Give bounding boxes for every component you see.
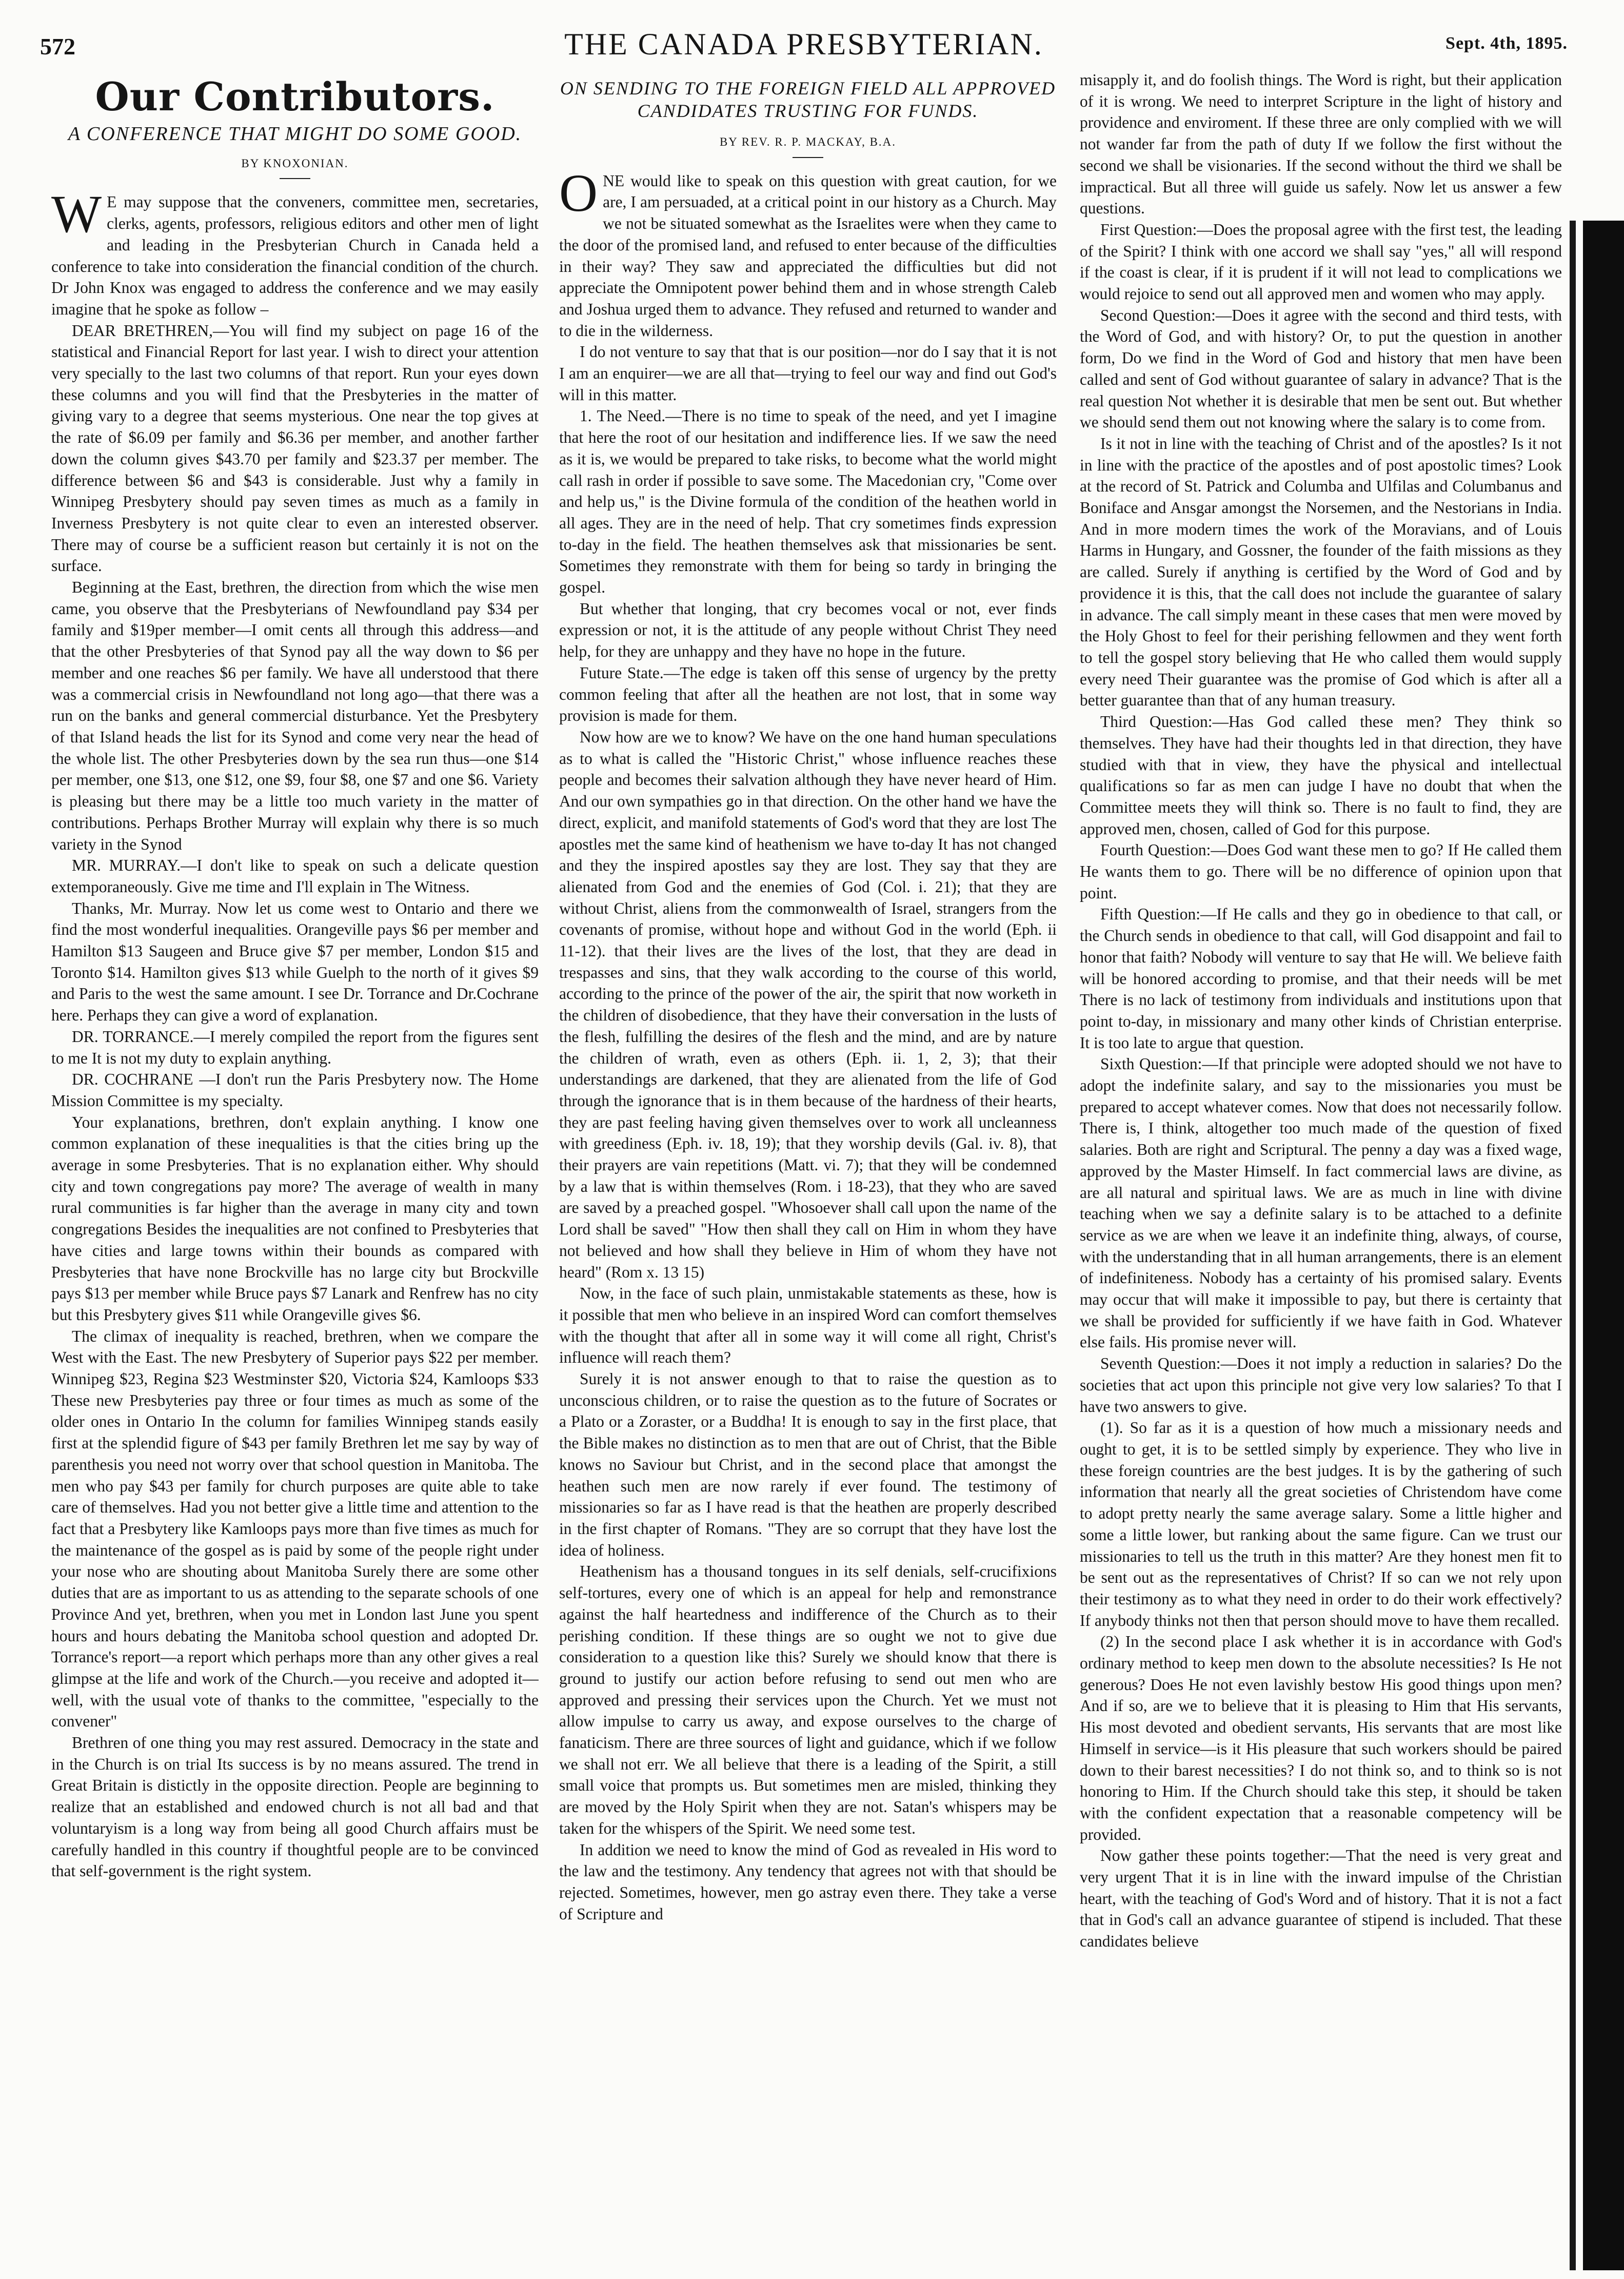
paragraph: 1. The Need.—There is no time to speak of the need, and yet I imagine that here the root of our hesitation and indifference lies. If we saw the need as it is, we would be prepared to take risks, to become what the world might call rash in order if possible to save some. The Macedonian cry, "Come over and help us," is the Divine formula of the condition of the heathen world in all ages. They are in the need of help. That cry sometimes finds expression to-day in the field. The heathen themselves ask that missionaries be sent. Sometimes they remonstrate with them for being so tardy in bringing the gospel.: [559, 407, 1057, 597]
drop-cap: W: [51, 185, 102, 244]
binding-edge: [1570, 221, 1576, 2270]
paragraph: Heathenism has a thousand tongues in its self denials, self-crucifixions self-tortures, every one of which is an appeal for help and remonstrance against the half heartedness and indifference of the Church as to their perishing condition. If these things are so ought we not to give due consideration to a question like this? Surely we should know that there is ground to justify our action before refusing to send out men who are approved and pressing their services upon the Church. Yet we must not allow impulse to carry us away, and expose ourselves to the charge of fanaticism. There are three sources of light and guidance, which if we follow we shall not err. We all believe that there is a leading of the Spirit, a still small voice that prompts us. But sometimes men are misled, thinking they are moved by the Holy Spirit when they are not. Satan's whispers may be taken for the whispers of the Spirit. We need some test.: [559, 1562, 1057, 1837]
byline-knoxonian: BY KNOXONIAN.: [241, 156, 349, 170]
paragraph: Brethren of one thing you may rest assured. Democracy in the state and in the Church is on trial Its success is by no means assured. The trend in Great Britain is distictly in the opposite direction. People are beginning to realize that an established and endowed church is not all bad and that voluntaryism is a long way from being all good Church affairs must be carefully handled in this country if thoughtful people are to be convinced that self-government is the right system.: [51, 1734, 539, 1880]
paragraph: misapply it, and do foolish things. The Word is right, but their application of it is wrong. We need to interpret Scripture in the light of history and providence and enviroment. If these three are only complied with we will not wander far from the path of duty If we follow the first without the second we shall be visionaries. If the second without the third we shall be impractical. But all three will guide us safely. Now let us answer a few questions.: [1080, 71, 1562, 218]
paragraph: The climax of inequality is reached, brethren, when we compare the West with the East. The new Presbytery of Superior pays $22 per member. Winnipeg $23, Regina $23 Westminster $20, Victoria $24, Kamloops $33 These new Presbyteries pay three or four times as much as some of the older ones in Ontario In the column for families Winnipeg stands easily first at the splendid figure of $43 per family Brethren let me say by way of parenthesis you need not worry over that school question in Manitoba. The men who pay $43 per family for church purposes are quite able to take care of themselves. Had you not better give a little time and attention to the fact that a Presbytery like Kamloops pays more than five times as much for the maintenance of the gospel as is paid by some of the people right under your nose who are shouting about Manitoba Surely there are some other duties that are as important to us as attending to the separate schools of one Province And yet, brethren, when you met in London last June you spent hours and hours debating the Manitoba school question and adopted Dr. Torrance's report—a report which perhaps more than any other gives a real glimpse at the life and work of the Church.—you receive and adopted it—well, with the usual vote of thanks to the committee, "especially to the convener": [51, 1327, 539, 1731]
byline-mackay: BY REV. R. P. MACKAY, B.A.: [719, 135, 897, 148]
masthead-title: THE CANADA PRESBYTERIAN.: [564, 27, 1043, 61]
divider: [280, 178, 310, 179]
paragraph: Seventh Question:—Does it not imply a reduction in salaries? Do the societies that act upon this principle not give very low salaries? To that I have two answers to give.: [1080, 1354, 1562, 1416]
paragraph: But whether that longing, that cry becomes vocal or not, ever finds expression or not, it is the attitude of any people without Christ They need help, for they are unhappy and they have no hope in the future.: [559, 599, 1057, 661]
paragraph: Surely it is not answer enough to that to raise the question as to unconscious children, or to raise the question as to the future of Socrates or a Plato or a Zoraster, or a Buddha! It is enough to say in the first place, that the Bible makes no distinction as to men that are out of Christ, that the Bible knows no Saviour but Christ, and in the second place that amongst the heathen such men are now rarely if ever found. The testimony of missionaries so far as I have read is that the heathen are properly described in the first chapter of Romans. "They are so corrupt that they have lost the idea of holiness.: [559, 1370, 1057, 1559]
paragraph: Now, in the face of such plain, unmistakable statements as these, how is it possible that men who believe in an inspired Word can comfort themselves with the thought that after all in some way it will come all right, Christ's influence will reach them?: [559, 1284, 1057, 1367]
paragraph: Now gather these points together:—That the need is very great and very urgent That it is in line with the inward impulse of the Christian heart, with the teaching of God's Word and of history. That it is not a fact that in God's call an advance guarantee of stipend is included. That these candidates believe: [1080, 1846, 1562, 1951]
paragraph: (1). So far as it is a question of how much a missionary needs and ought to get, it is to be settled simply by experience. They who live in these foreign countries are the best judges. It is by the gathering of such information that nearly all the great societies of Christendom have come to adopt pretty nearly the same average salary. Some a little higher and some a little lower, but ranking about the same figure. Can we trust our missionaries to tell us the truth in this matter? Are they honest men fit to be sent out as the representatives of Christ? If so can we not rely upon their testimony as to what they need in order to do their work effectively? If anybody thinks not then that person should move to have them recalled.: [1080, 1419, 1562, 1629]
column-1: [51, 77, 539, 2211]
paragraph: Now how are we to know? We have on the one hand human speculations as to what is called the "Historic Christ," whose influence reaches these people and becomes their salvation although they have never heard of Him. And our own sympathies go in that direction. On the other hand we have the direct, explicit, and manifold statements of God's word that they are lost The apostles met the same kind of heathenism we have to-day It has not changed and they the inspired apostles say they are lost. They say that they are alienated from God and the enemies of God (Col. i. 21); that they are without Christ, aliens from the commonwealth of Israel, strangers from the covenants of promise, without hope and without God in the world (Eph. ii 11-12). that their lives are the lives of the lost, that they are dead in trespasses and sins, that they walk according to the course of this world, according to the prince of the power of the air, the spirit that now worketh in the children of disobedience, that they have their conversation in the lusts of the flesh, fulfilling the desires of the flesh and the mind, and are by nature the children of wrath, even as others (Eph. ii. 1, 2, 3); that their understandings are darkened, that they are alienated from the life of God through the ignorance that is in them because of the hardness of their hearts, they are past feeling having given themselves over to work all uncleanness with greediness (Eph. iv. 18, 19); that they worship devils (Gal. iv. 8), that their prayers are vain repetitions (Matt. vi. 7); that they will be condemned by a law that is within themselves (Rom. i 18-23), that they who are saved are saved by a preached gospel. "Whosoever shall call upon the name of the Lord shall be saved" "How then shall they call on Him in whom they have not believed and how shall they believe in Him of whom they have not heard" (Rom x. 13 15): [559, 728, 1057, 1281]
paragraph: Your explanations, brethren, don't explain anything. I know one common explanation of these inequalities is that the cities bring up the average in some Presbyteries. That is no explanation either. Why should city and town congregations pay more? The average of wealth in many rural communities is far higher than the average in many city and town congregations Besides the inequalities are not confined to Presbyteries that have cities and large towns within their bounds as compared with Presbyteries that have none Brockville has no large city but Brockville pays $13 per member while Bruce pays $7 Lanark and Renfrew has no city but this Presbytery gives $11 while Orangeville gives $6.: [51, 1113, 539, 1324]
paragraph: Sixth Question:—If that principle were adopted should we not have to adopt the indefinite salary, and say to the missionaries you must be prepared to accept whatever comes. Now that does not necessarily follow. There is, I think, altogether too much made of the question of fixed salaries. Both are right and Scriptural. The penny a day was a fixed wage, approved by the Master Himself. In fact commercial laws are divine, as are all natural and spiritual laws. We are as much in line with divine teaching when we say a definite salary is to be attached to a definite service as we are when we leave it an indefinite thing, always, of course, with the understanding that in all human arrangements, there is an element of indefiniteness. Nobody has a certainty of his promised salary. Events may occur that will make it impossible to pay, but there is certainty that we shall be provided for sufficiently if we have faith in God. Whatever else fails. His promise never will.: [1080, 1055, 1562, 1351]
paragraph: DR. TORRANCE.—I merely compiled the report from the figures sent to me It is not my duty to explain anything.: [51, 1027, 539, 1067]
paragraph: Is it not in line with the teaching of Christ and of the apostles? Is it not in line with the practice of the apostles and of post apostolic times? Look at the record of St. Patrick and Columba and Ulfilas and Columbanus and Boniface and Ansgar amongst the Norsemen, and the Nestorians in India. And in more modern times the work of the Moravians, and of Louis Harms in Hungary, and Gossner, the founder of the faith missions as they are called. Surely if anything is certified by the Word of God and by providence it is this, that the call does not include the guarantee of salary in advance. The call simply meant in these cases that men were moved by the Holy Ghost to feel for their perishing fellowmen and they went forth to tell the gospel story believing that He who called them would supply every need Their guarantee was the promise of God which is after all a better guarantee than that of any human treasury.: [1080, 434, 1562, 710]
paragraph: MR. MURRAY.—I don't like to speak on such a delicate question extemporaneously. Give me time and I'll explain in The Witness.: [51, 856, 539, 896]
paragraph: I do not venture to say that that is our position—nor do I say that it is not I am an enquirer—we are all that—trying to feel our way and find out God's will in this matter.: [559, 343, 1057, 404]
paragraph: Third Question:—Has God called these men? They think so themselves. They have had their thoughts led in that direction, they have studied with that in view, they have the physical and intellectual qualifications so far as men can judge I have no doubt that when the Committee meets they will think so. There is no fault to find, they are approved men, chosen, called of God for this purpose.: [1080, 713, 1562, 838]
issue-date: Sept. 4th, 1895.: [1445, 34, 1568, 53]
column-2: [559, 77, 1057, 2252]
paragraph: DR. COCHRANE —I don't run the Paris Presbytery now. The Home Mission Committee is my specialty.: [51, 1070, 539, 1110]
article-title-foreign-field: ON SENDING TO THE FOREIGN FIELD ALL APPROVED CANDIDATES TRUSTING FOR FUNDS.: [560, 78, 1056, 121]
paragraph: Thanks, Mr. Murray. Now let us come west to Ontario and there we find the most wonderful inequalities. Orangeville pays $6 per member and Hamilton $13 Saugeen and Bruce give $7 per member, London $15 and Toronto $14. Hamilton gives $13 while Guelph to the north of it gives $9 and Paris to the west the same amount. I see Dr. Torrance and Dr.Cochrane here. Perhaps they can give a word of explanation.: [51, 899, 539, 1025]
column-3: [1080, 69, 1562, 2245]
paragraph: First Question:—Does the proposal agree with the first test, the leading of the Spirit? I think with one accord we shall say "yes," all will respond if the coast is clear, if it is prudent if it will not lead to complications we would rejoice to send out all approved men and women who may apply.: [1080, 220, 1562, 303]
paragraph: W E may suppose that the conveners, committee men, secretaries, clerks, agents, professors, religious editors and other men of light and leading in the Presbyterian Church in Canada held a conference to take into consideration the financial condition of the church. Dr John Knox was engaged to address the conference and we may easily imagine that he spoke as follow –: [51, 185, 539, 318]
paragraph: (2) In the second place I ask whether it is in accordance with God's ordinary method to keep men down to the absolute necessities? Is He not generous? Does He not even lavishly bestow His good things upon men? And if so, are we to believe that it is pleasing to Him that His servants, His most devoted and obedient servants, His servants that are most like Himself in service—is it His pleasure that such workers should be paired down to their barest necessities? I do not think so, and to think so is not honoring to Him. If the Church should take this step, it should be taken with the confident expectation that a reasonable competency will be provided.: [1080, 1633, 1562, 1843]
page-number: 572: [40, 33, 75, 60]
paragraph: Second Question:—Does it agree with the second and third tests, with the Word of God, and with history? Or, to put the question in another form, Do we find in the Word of God and history that men have been called and sent of God without guarantee of salary in advance? That is the real question Not whether it is desirable that men be sent out. But whether we should send them out not knowing where the salary is to come from.: [1080, 306, 1562, 431]
page-header: [40, 23, 1568, 74]
paragraph: Future State.—The edge is taken off this sense of urgency by the pretty common feeling that after all the heathen are not lost, that in some way provision is made for them.: [559, 663, 1057, 725]
paragraph: Fifth Question:—If He calls and they go in obedience to that call, or the Church sends in obedience to that call, will God disappoint and fail to honor that faith? Nobody will venture to say that He will. We believe faith will be honored according to promise, and that their needs will be met There is no lack of testimony from individuals and institutions upon that point to-day, in missionary and many other kinds of Christian enterprise. It is too late to argue that question.: [1080, 905, 1562, 1052]
drop-cap: O: [559, 163, 598, 223]
scan-edge-shadow: [1583, 221, 1624, 2270]
paragraph: DEAR BRETHREN,—You will find my subject on page 16 of the statistical and Financial Report for last year. I wish to direct your attention very specially to the last two columns of that report. Run your eyes down these columns and you will find that the Presbyteries in the matter of giving vary to a degree that seems mysterious. One near the top gives at the rate of $6.09 per family and $6.36 per member, and another farther down the column gives $43.70 per family and $23.37 per member. The difference between $6 and $43 is considerable. Just why a family in Winnipeg Presbytery should pay seven times as much as a family in Inverness Presbytery is not quite clear to even an interested observer. There may of course be a sufficient reason but certainly it is not on the surface.: [51, 321, 539, 575]
paragraph: Beginning at the East, brethren, the direction from which the wise men came, you observe that the Presbyterians of Newfoundland pay $34 per family and $19per member—I omit cents all through this address—and that the other Presbyteries of that Synod pay all the way down to $6 per member and one reaches $6 per family. We have all understood that there was a commercial crisis in Newfoundland not long ago—that there was a run on the banks and general commercial disturbance. Yet the Presbytery of that Island heads the list for its Synod and come very near the head of the whole list. The other Presbyteries down by the sea run thus—one $14 per member, one $13, one $12, one $9, four $8, one $7 and one $6. Variety is pleasing but there may be a little too much variety in the matter of contributions. Perhaps Brother Murray will explain why there is so much variety in the Synod: [51, 578, 539, 853]
paragraph: In addition we need to know the mind of God as revealed in His word to the law and the testimony. Any tendency that agrees not with that should be rejected. Sometimes, however, men go astray even there. They take a verse of Scripture and: [559, 1840, 1057, 1923]
paragraph: Fourth Question:—Does God want these men to go? If He called them He wants them to go. There will be no difference of opinion upon that point.: [1080, 841, 1562, 902]
paragraph: ONE would like to speak on this question with great caution, for we are, I am persuaded, at a critical point in our history as a Church. May we not be situated somewhat as the Israelites were when they came to the door of the promised land, and refused to enter because of the difficulties in their way? They saw and appreciated the difficulties but did not appreciate the Omnipotent power behind them and in whose strength Caleb and Joshua urged them to advance. They refused and returned to wander and to die in the wilderness.: [559, 163, 1057, 340]
article-title-conference: A CONFERENCE THAT MIGHT DO SOME GOOD.: [68, 123, 522, 145]
section-title: Our Contributors.: [95, 77, 495, 120]
divider: [793, 157, 823, 158]
